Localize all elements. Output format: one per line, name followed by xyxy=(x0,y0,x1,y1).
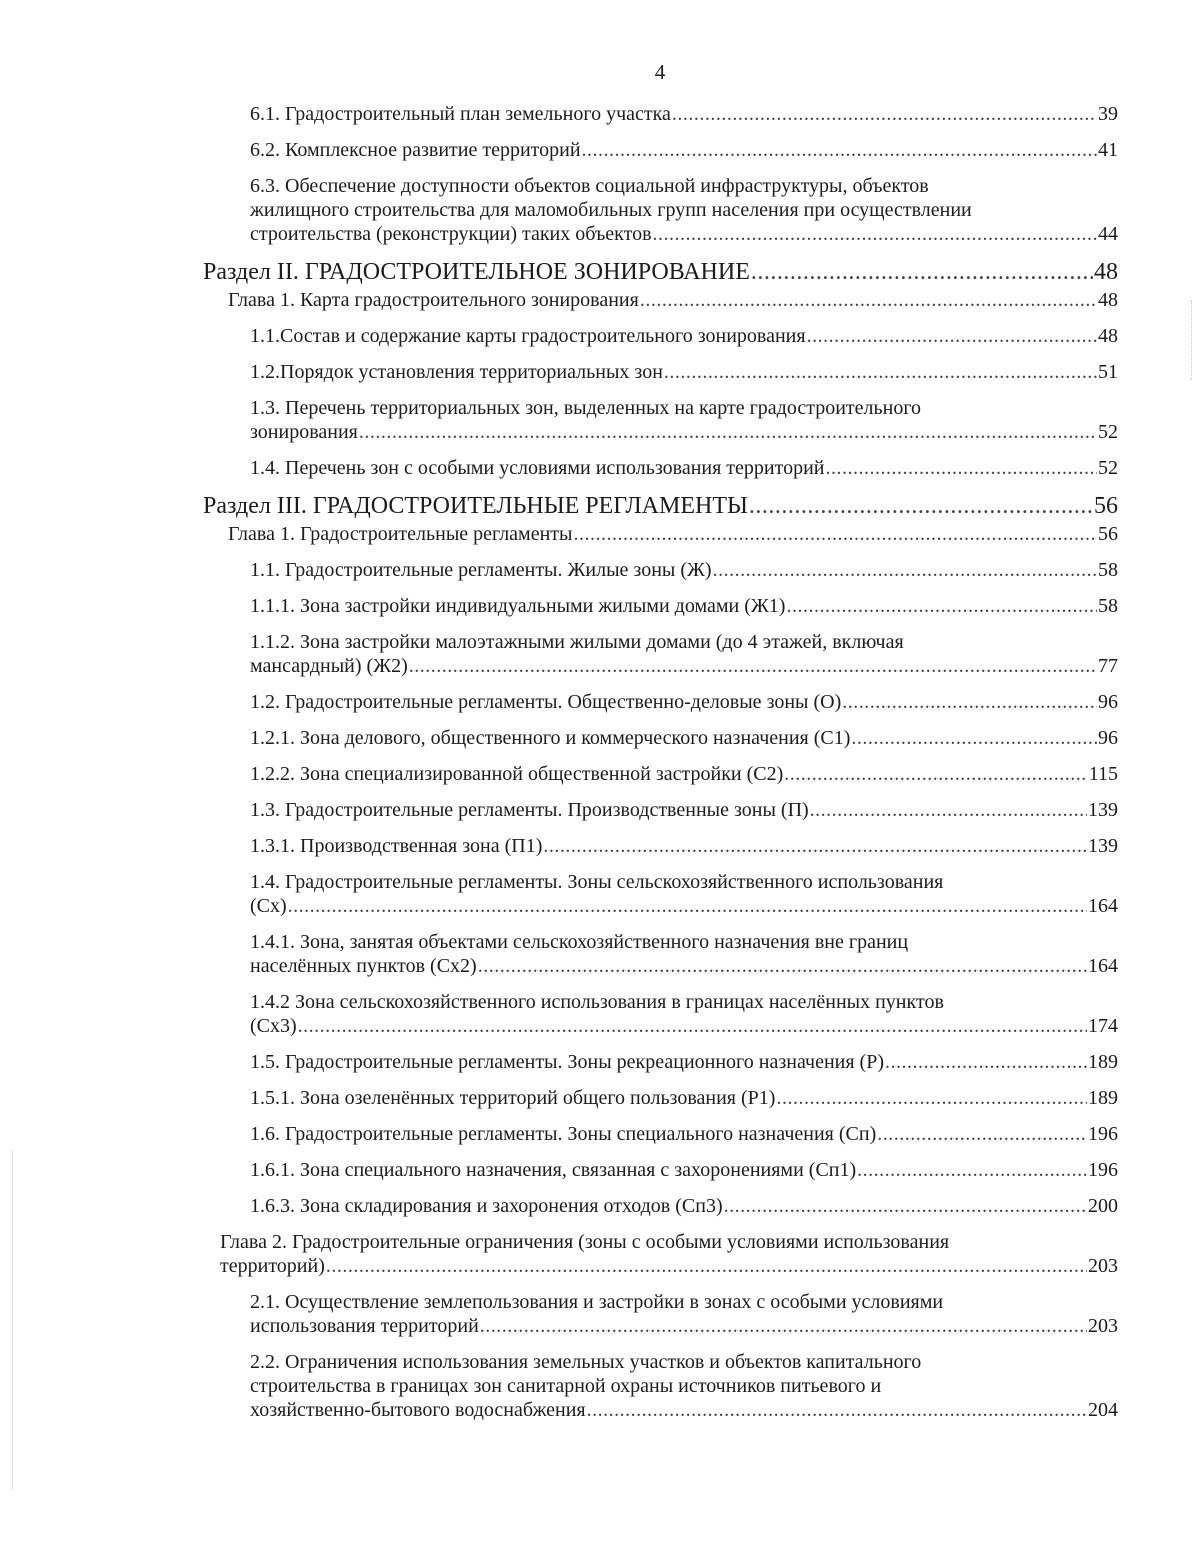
toc-page-number: 48 xyxy=(1098,325,1118,347)
dot-leader xyxy=(877,1122,1087,1146)
toc-entry-text: Раздел III. ГРАДОСТРОИТЕЛЬНЫЕ РЕГЛАМЕНТЫ xyxy=(203,493,748,519)
toc-page-number: 52 xyxy=(1098,421,1118,443)
dot-leader xyxy=(807,324,1097,348)
toc-entry-number: 1.1. xyxy=(250,325,280,347)
toc-page-number: 196 xyxy=(1088,1159,1118,1181)
toc-entry-text: 1.4. Перечень зон с особыми условиями использования территорий xyxy=(250,457,825,479)
toc-entry xyxy=(250,630,1118,678)
toc-entry-text: 1.1.2. Зона застройки малоэтажными жилыми домами (до 4 этажей, включая xyxy=(250,631,904,653)
toc-entry-text: мансардный) (Ж2) xyxy=(250,655,408,677)
dot-leader xyxy=(776,1086,1087,1110)
toc-entry xyxy=(250,1350,1118,1422)
toc-entry-text: жилищного строительства для маломобильных групп населения при осуществлении xyxy=(250,199,972,221)
dot-leader xyxy=(298,1014,1087,1038)
toc-entry-text: 1.4.1. Зона, занятая объектами сельскохозяйственного назначения вне границ xyxy=(250,931,909,953)
dot-leader xyxy=(672,102,1097,126)
toc-entry xyxy=(228,522,1118,546)
toc-entry xyxy=(250,1086,1118,1110)
toc-entry xyxy=(250,360,1118,384)
dot-leader xyxy=(851,726,1097,750)
toc-entry-text: 2.2. Ограничения использования земельных участков и объектов капитального xyxy=(250,1351,922,1373)
toc-page-number: 204 xyxy=(1088,1399,1118,1421)
toc-entry-text: 1.5. Градостроительные регламенты. Зоны рекреационного назначения (Р) xyxy=(250,1051,885,1073)
toc-entry xyxy=(250,456,1118,480)
toc-page-number: 139 xyxy=(1088,835,1118,857)
toc-page-number: 189 xyxy=(1088,1087,1118,1109)
toc-entry-text: Состав и содержание карты градостроительного зонирования xyxy=(280,325,806,347)
toc-page-number: 164 xyxy=(1088,955,1118,977)
toc-entry xyxy=(250,726,1118,750)
toc-entry xyxy=(250,174,1118,246)
dot-leader xyxy=(810,798,1087,822)
toc-entry-text: 1.6.1. Зона специального назначения, связанная с захоронениями (Сп1) xyxy=(250,1159,857,1181)
toc-page-number: 203 xyxy=(1088,1255,1118,1277)
toc-page-number: 200 xyxy=(1088,1195,1118,1217)
toc-entry xyxy=(203,492,1118,520)
dot-leader xyxy=(359,420,1097,444)
toc-entry-text: 1.5.1. Зона озеленённых территорий общего пользования (Р1) xyxy=(250,1087,776,1109)
dot-leader xyxy=(288,894,1087,918)
toc-page-number: 44 xyxy=(1098,223,1118,245)
toc-entry-text: Раздел II. ГРАДОСТРОИТЕЛЬНОЕ ЗОНИРОВАНИЕ xyxy=(203,259,750,285)
toc-entry xyxy=(250,1050,1118,1074)
toc-page-number: 196 xyxy=(1088,1123,1118,1145)
toc-entry-text: Порядок установления территориальных зон xyxy=(280,361,663,383)
toc-entry-text: территорий) xyxy=(220,1255,325,1277)
toc-entry-text: 6.1. Градостроительный план земельного участка xyxy=(250,103,671,125)
toc-page-number: 58 xyxy=(1098,595,1118,617)
dot-leader xyxy=(326,1254,1087,1278)
scan-artifact xyxy=(12,1150,13,1490)
toc-entry-text: строительства в границах зон санитарной охраны источников питьевого и xyxy=(250,1375,882,1397)
dot-leader xyxy=(587,1398,1087,1422)
dot-leader xyxy=(857,1158,1087,1182)
toc-entry xyxy=(250,1158,1118,1182)
toc-page-number: 58 xyxy=(1098,559,1118,581)
toc-entry-text: 1.1. Градостроительные регламенты. Жилые зоны (Ж) xyxy=(250,559,712,581)
dot-leader xyxy=(664,360,1097,384)
toc-page-number: 56 xyxy=(1098,523,1118,545)
toc-entry-text: 2.1. Осуществление землепользования и застройки в зонах с особыми условиями xyxy=(250,1291,944,1313)
dot-leader xyxy=(640,288,1097,312)
toc-page-number: 189 xyxy=(1088,1051,1118,1073)
toc-entry xyxy=(250,690,1118,714)
toc-page-number: 139 xyxy=(1088,799,1118,821)
scan-artifact xyxy=(1189,300,1192,380)
dot-leader xyxy=(786,594,1097,618)
dot-leader xyxy=(784,762,1087,786)
toc-page-number: 56 xyxy=(1094,493,1118,519)
toc-entry xyxy=(250,1290,1118,1338)
toc-entry-text: 6.2. Комплексное развитие территорий xyxy=(250,139,581,161)
table-of-contents xyxy=(200,102,1118,1434)
toc-page-number: 96 xyxy=(1098,691,1118,713)
toc-entry xyxy=(250,138,1118,162)
toc-entry-text: строительства (реконструкции) таких объектов xyxy=(250,223,652,245)
toc-page-number: 39 xyxy=(1098,103,1118,125)
toc-entry xyxy=(250,798,1118,822)
dot-leader xyxy=(582,138,1097,162)
toc-page-number: 174 xyxy=(1088,1015,1118,1037)
toc-entry-text: Глава 1. Карта градостроительного зонирования xyxy=(228,289,639,311)
toc-entry xyxy=(228,288,1118,312)
dot-leader xyxy=(543,834,1087,858)
toc-entry-text: (Сх) xyxy=(250,895,287,917)
toc-entry-number: 1.2. xyxy=(250,361,280,383)
toc-entry-text: 6.3. Обеспечение доступности объектов социальной инфраструктуры, объектов xyxy=(250,175,929,197)
dot-leader xyxy=(713,558,1097,582)
toc-entry-text: 1.2. Градостроительные регламенты. Общественно-деловые зоны (О) xyxy=(250,691,842,713)
toc-entry xyxy=(250,930,1118,978)
dot-leader xyxy=(478,954,1087,978)
toc-entry xyxy=(250,324,1118,348)
dot-leader xyxy=(826,456,1097,480)
dot-leader xyxy=(653,222,1097,246)
dot-leader xyxy=(573,522,1097,546)
toc-page-number: 48 xyxy=(1098,289,1118,311)
toc-page-number: 115 xyxy=(1088,763,1118,785)
toc-entry xyxy=(203,258,1118,286)
toc-entry-text: 1.1.1. Зона застройки индивидуальными жилыми домами (Ж1) xyxy=(250,595,786,617)
toc-entry-text: 1.4.2 Зона сельскохозяйственного использования в границах населённых пунктов xyxy=(250,991,944,1013)
dot-leader xyxy=(842,690,1097,714)
toc-entry xyxy=(250,1122,1118,1146)
dot-leader xyxy=(724,1194,1087,1218)
toc-entry-text: 1.2.2. Зона специализированной общественной застройки (С2) xyxy=(250,763,784,785)
toc-entry xyxy=(250,594,1118,618)
toc-entry-text: хозяйственно-бытового водоснабжения xyxy=(250,1399,586,1421)
toc-page-number: 41 xyxy=(1098,139,1118,161)
toc-page-number: 52 xyxy=(1098,457,1118,479)
dot-leader xyxy=(885,1050,1087,1074)
toc-entry xyxy=(250,834,1118,858)
toc-entry-text: Глава 2. Градостроительные ограничения (зоны с особыми условиями использования xyxy=(220,1231,950,1253)
dot-leader xyxy=(749,492,1093,520)
dot-leader xyxy=(480,1314,1087,1338)
toc-entry xyxy=(250,870,1118,918)
toc-entry xyxy=(220,1230,1118,1278)
toc-entry-text: 1.2.1. Зона делового, общественного и коммерческого назначения (С1) xyxy=(250,727,851,749)
toc-entry-text: зонирования xyxy=(250,421,358,443)
toc-entry xyxy=(250,990,1118,1038)
toc-entry xyxy=(250,396,1118,444)
toc-page-number: 203 xyxy=(1088,1315,1118,1337)
toc-entry xyxy=(250,558,1118,582)
toc-entry xyxy=(250,1194,1118,1218)
toc-page-number: 164 xyxy=(1088,895,1118,917)
toc-entry-text: 1.3.1. Производственная зона (П1) xyxy=(250,835,543,857)
toc-entry-text: 1.6. Градостроительные регламенты. Зоны специального назначения (Сп) xyxy=(250,1123,877,1145)
toc-entry-text: населённых пунктов (Сх2) xyxy=(250,955,477,977)
toc-entry-text: 1.3. Градостроительные регламенты. Производственные зоны (П) xyxy=(250,799,809,821)
page-number: 4 xyxy=(654,60,666,84)
toc-page-number: 96 xyxy=(1098,727,1118,749)
dot-leader xyxy=(409,654,1097,678)
toc-entry-text: 1.3. Перечень территориальных зон, выделенных на карте градостроительного xyxy=(250,397,922,419)
toc-entry-text: 1.4. Градостроительные регламенты. Зоны сельскохозяйственного использования xyxy=(250,871,944,893)
toc-entry xyxy=(250,762,1118,786)
toc-entry-text: 1.6.3. Зона складирования и захоронения отходов (Сп3) xyxy=(250,1195,723,1217)
toc-entry-text: Глава 1. Градостроительные регламенты xyxy=(228,523,573,545)
toc-page-number: 51 xyxy=(1098,361,1118,383)
toc-entry-text: (Сх3) xyxy=(250,1015,297,1037)
toc-page-number: 48 xyxy=(1094,259,1118,285)
dot-leader xyxy=(751,258,1093,286)
toc-page-number: 77 xyxy=(1098,655,1118,677)
toc-entry xyxy=(250,102,1118,126)
toc-entry-text: использования территорий xyxy=(250,1315,479,1337)
